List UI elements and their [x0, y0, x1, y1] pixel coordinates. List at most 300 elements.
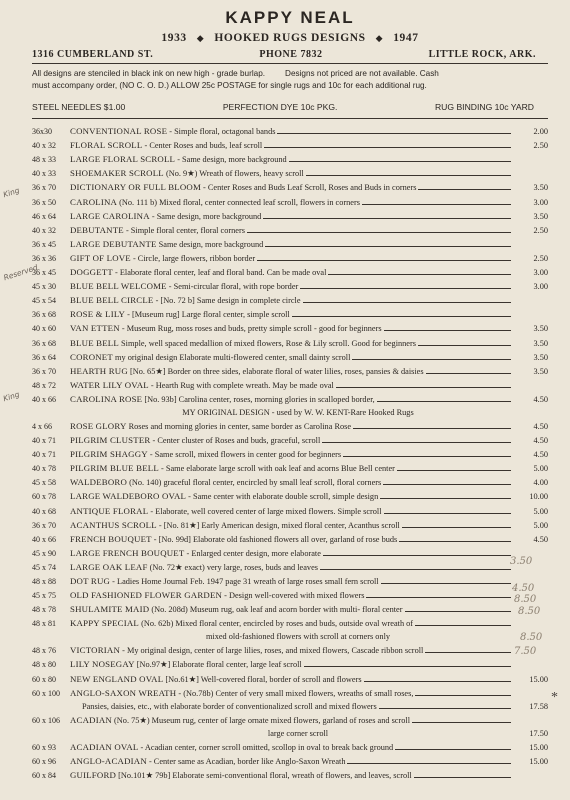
- design-description: [70, 140, 514, 150]
- rug-size: 36x30: [32, 127, 52, 137]
- design-name: SHULAMITE MAID: [70, 604, 150, 615]
- design-name: CONVENTIONAL ROSE: [70, 126, 168, 137]
- design-description: [70, 770, 514, 780]
- rug-size: 40 x 66: [32, 394, 56, 404]
- design-details: - Same elaborate large scroll with oak leaf and acorns Blue Bell center: [158, 464, 395, 474]
- phone-number: PHONE 7832: [259, 49, 323, 60]
- leader-line: [418, 345, 511, 346]
- rug-size: 40 x 71: [32, 450, 56, 460]
- design-price: 4.50: [533, 450, 548, 460]
- design-name: ACANTHUS SCROLL: [70, 519, 157, 530]
- design-name: DOGGETT: [70, 267, 113, 278]
- design-description: [70, 435, 514, 445]
- order-notice: [32, 68, 548, 91]
- design-name: CORONET: [70, 351, 113, 362]
- rug-size: 60 x 80: [32, 674, 56, 684]
- binding-price: RUG BINDING 10c YARD: [434, 102, 534, 112]
- list-item: [32, 530, 548, 544]
- list-item: [32, 516, 548, 530]
- leader-line: [328, 274, 511, 275]
- design-description: [70, 168, 514, 178]
- rug-size: 48 x 81: [32, 619, 56, 629]
- leader-line: [402, 527, 511, 528]
- design-description: [70, 309, 514, 319]
- design-description: [70, 477, 514, 487]
- design-name: GUILFORD: [70, 770, 117, 781]
- rug-size: 45 x 74: [32, 562, 56, 572]
- design-details: mixed old-fashioned flowers with scroll at corners only: [205, 632, 391, 642]
- design-details: - [Museum rug] Large floral center, simple scroll: [125, 310, 290, 320]
- margin-note: King: [2, 185, 21, 200]
- leader-line: [415, 695, 511, 696]
- leader-line: [384, 513, 511, 514]
- list-item: [32, 738, 548, 752]
- rug-size: 60 x 100: [32, 688, 60, 698]
- design-name: LARGE FLORAL SCROLL: [70, 154, 176, 165]
- design-name: ROSE GLORY: [70, 420, 127, 431]
- rug-size: 40 x 33: [32, 169, 56, 179]
- design-list: [32, 122, 548, 780]
- design-description: [70, 182, 514, 192]
- rug-size: 36 x 70: [32, 183, 56, 193]
- notice-line-2: must accompany order, (NO C. O. D.) ALLOW 25c POSTAGE for single rugs and 10c for each additional rug.: [32, 80, 427, 90]
- design-details: - Simple floral, octagonal bands: [167, 127, 276, 137]
- list-item: [32, 192, 548, 206]
- rug-size: 40 x 71: [32, 436, 56, 446]
- design-price: 3.50: [533, 211, 548, 221]
- design-details: [No. 93b] Carolina center, roses, morning glories in scalloped border,: [142, 394, 375, 404]
- design-name: ACADIAN OVAL: [70, 741, 139, 752]
- design-description: [70, 253, 514, 263]
- rug-size: 48 x 76: [32, 646, 56, 656]
- rug-size: 36 x 45: [32, 268, 56, 278]
- design-details: - Same design, more background: [149, 211, 262, 221]
- design-price: 10.00: [529, 492, 548, 502]
- design-details: - Museum Rug, moss roses and buds, pretty simple scroll - good for beginners: [119, 324, 382, 334]
- list-item: [32, 445, 548, 459]
- header-divider: [32, 63, 548, 64]
- list-item: [32, 235, 548, 249]
- design-name: LARGE WALDEBORO OVAL: [70, 491, 187, 502]
- design-price: 17.50: [529, 728, 548, 738]
- design-description: [70, 352, 514, 362]
- design-name: ACADIAN: [70, 714, 112, 725]
- design-price: 3.50: [533, 183, 548, 193]
- design-description: [70, 534, 514, 544]
- design-price: 17.58: [529, 701, 548, 711]
- handwritten-price: 8.50: [520, 632, 543, 643]
- list-item: [32, 473, 548, 487]
- design-price: 15.00: [529, 756, 548, 766]
- rug-size: 60 x 78: [32, 492, 56, 502]
- rug-size: 40 x 60: [32, 324, 56, 334]
- list-item: [32, 600, 548, 614]
- notice-line-1b: Designs not priced are not available. Cash: [285, 69, 439, 78]
- rug-size: 40 x 68: [32, 506, 56, 516]
- design-name: NEW ENGLAND OVAL: [70, 673, 164, 684]
- design-description: [70, 421, 514, 431]
- design-description: [70, 225, 514, 235]
- leader-line: [352, 359, 511, 360]
- design-details: - (No.78b) Center of very small mixed flowers, wreaths of small roses,: [176, 688, 414, 698]
- year-start: 1933: [161, 32, 187, 44]
- design-details: - [No. 99d] Elaborate old fashioned flowers all over, garland of rose buds: [151, 534, 398, 544]
- list-item: [32, 586, 548, 600]
- design-description: [70, 211, 514, 221]
- design-description: [70, 645, 514, 655]
- leader-line: [395, 749, 511, 750]
- design-description: [70, 408, 514, 417]
- design-details: - Same scroll, mixed flowers in center good for beginners: [147, 450, 342, 460]
- leader-line: [247, 232, 511, 233]
- leader-line: [303, 302, 511, 303]
- leader-line: [353, 428, 511, 429]
- design-description: [70, 548, 514, 558]
- design-details: - Ladies Home Journal Feb. 1947 page 31 wreath of large roses small fern scroll: [110, 577, 379, 586]
- leader-line: [397, 470, 511, 471]
- leader-line: [347, 763, 511, 764]
- header-tagline-row: [32, 30, 548, 46]
- design-price: 4.00: [533, 478, 548, 488]
- rug-size: 48 x 78: [32, 605, 56, 615]
- tagline: HOOKED RUGS DESIGNS: [214, 32, 366, 44]
- rug-size: 60 x 106: [32, 715, 60, 725]
- design-details: (No. 111 b) Mixed floral, center connected leaf scroll, flowers in corners: [117, 197, 360, 207]
- leader-line: [426, 373, 511, 374]
- design-name: VAN ETTEN: [70, 323, 120, 334]
- design-details: [No. 65★] Border on three sides, elaborate floral of water lilies, roses, pansies & daisies: [127, 366, 424, 376]
- leader-line: [377, 401, 511, 402]
- design-price: 4.50: [533, 436, 548, 446]
- design-details: (No. 208d) Museum rug, oak leaf and acorn border with multi- floral center: [149, 605, 403, 615]
- design-details: - Enlarged center design, more elaborate: [184, 548, 321, 558]
- asterisk-mark: *: [551, 690, 558, 705]
- design-price: 15.00: [529, 742, 548, 752]
- list-item: [32, 641, 548, 655]
- leader-line: [322, 442, 511, 443]
- rug-size: 60 x 93: [32, 742, 56, 752]
- list-item: [32, 655, 548, 669]
- design-name: FLORAL SCROLL: [70, 140, 143, 151]
- rug-size: 48 x 88: [32, 577, 56, 586]
- design-name: BLUE BELL: [70, 337, 119, 348]
- leader-line: [257, 260, 511, 261]
- design-price: 3.00: [533, 197, 548, 207]
- design-price: 2.00: [533, 127, 548, 137]
- design-description: [70, 197, 514, 207]
- design-details: (No. 140) graceful floral center, encircled by small leaf scroll, floral corners: [127, 478, 382, 488]
- handwritten-price: 7.50: [514, 646, 537, 657]
- design-description: [70, 756, 514, 766]
- design-details: - Semi-circular floral, with rope border: [166, 282, 299, 292]
- leader-line: [289, 161, 511, 162]
- design-description: [70, 562, 514, 572]
- list-item: [32, 333, 548, 347]
- list-item: [32, 263, 548, 277]
- design-description: [70, 463, 514, 473]
- list-item: [32, 249, 548, 263]
- rug-size: 36 x 64: [32, 352, 56, 362]
- list-item: [32, 614, 548, 628]
- design-name: LARGE FRENCH BOUQUET: [70, 547, 185, 558]
- leader-line: [384, 330, 511, 331]
- leader-line: [304, 666, 511, 667]
- list-item: [32, 417, 548, 431]
- design-name: DICTIONARY OR FULL BLOOM: [70, 182, 201, 193]
- design-name: ROSE & LILY: [70, 309, 126, 320]
- design-description: [70, 239, 514, 249]
- list-item: [32, 319, 548, 333]
- design-name: OLD FASHIONED FLOWER GARDEN: [70, 590, 223, 601]
- design-name: PILGRIM CLUSTER: [70, 435, 151, 446]
- list-item: [32, 305, 548, 319]
- leader-line: [323, 555, 511, 556]
- design-name: CAROLINA ROSE: [70, 393, 143, 404]
- design-name: VICTORIAN: [70, 645, 121, 656]
- design-details: (No. 62b) Mixed floral center, encircled by roses and buds, outside oval wreath of: [139, 619, 414, 629]
- design-name: WALDEBORO: [70, 477, 128, 488]
- design-description: [70, 491, 514, 501]
- list-item: [32, 136, 548, 150]
- design-details: - Center same as Acadian, border like Anglo-Saxon Wreath: [146, 756, 346, 766]
- design-name: BLUE BELL CIRCLE: [70, 295, 154, 306]
- list-item: [32, 207, 548, 221]
- design-description: [70, 674, 514, 684]
- rug-size: 36 x 70: [32, 366, 56, 376]
- rug-size: 40 x 78: [32, 464, 56, 474]
- leader-line: [300, 288, 511, 289]
- design-details: Simple, well spaced medallion of mixed flowers, Rose & Lily scroll. Good for beginners: [118, 338, 416, 348]
- design-price: 3.50: [533, 352, 548, 362]
- rug-size: 40 x 32: [32, 141, 56, 151]
- design-name: LARGE OAK LEAF: [70, 561, 148, 572]
- design-name: CAROLINA: [70, 196, 118, 207]
- design-name: ANGLO-ACADIAN: [70, 755, 147, 766]
- list-item: [32, 150, 548, 164]
- design-details: (No. 72★ exact) very large, roses, buds and leaves: [147, 562, 318, 572]
- list-item-continuation: [32, 698, 548, 711]
- list-item: [32, 122, 548, 136]
- list-item: [32, 221, 548, 235]
- design-name: KAPPY SPECIAL: [70, 618, 139, 629]
- list-item-continuation: [32, 725, 548, 738]
- design-name: ANGLO-SAXON WREATH: [70, 687, 177, 698]
- design-name: LARGE CAROLINA: [70, 210, 150, 221]
- design-details: - Hearth Rug with complete wreath. May be made oval: [148, 380, 334, 390]
- leader-line: [320, 569, 511, 570]
- list-item: [32, 390, 548, 404]
- leader-line: [306, 175, 511, 176]
- design-description: [70, 338, 514, 348]
- rug-size: 45 x 54: [32, 296, 56, 306]
- rug-size: 48 x 33: [32, 155, 56, 165]
- design-description: [70, 715, 514, 725]
- list-item-continuation: [32, 404, 548, 417]
- design-description: [70, 520, 514, 530]
- leader-line: [366, 597, 511, 598]
- rug-size: 45 x 90: [32, 548, 56, 558]
- rug-size: 36 x 68: [32, 310, 56, 320]
- year-end: 1947: [393, 32, 419, 44]
- list-item: [32, 544, 548, 558]
- design-description: [70, 506, 514, 516]
- design-details: - [No. 81★] Early American design, mixed floral center, Acanthus scroll: [156, 520, 400, 530]
- rug-size: 60 x 96: [32, 756, 56, 766]
- design-name: FRENCH BOUQUET: [70, 533, 152, 544]
- leader-line: [405, 611, 512, 612]
- rug-size: 40 x 66: [32, 534, 56, 544]
- design-name: GIFT OF LOVE: [70, 252, 131, 263]
- list-item: [32, 277, 548, 291]
- rug-size: 45 x 30: [32, 282, 56, 292]
- dye-price: PERFECTION DYE 10c PKG.: [222, 102, 338, 112]
- list-item: [32, 431, 548, 445]
- design-description: [70, 576, 514, 586]
- city-state: LITTLE ROCK, ARK.: [428, 49, 536, 60]
- handwritten-price: 8.50: [518, 606, 541, 617]
- design-price: 3.50: [533, 366, 548, 376]
- design-name: LILY NOSEGAY: [70, 659, 135, 670]
- design-details: (No. 75★) Museum rug, center of large ornate mixed flowers, garland of roses and scroll: [111, 715, 411, 725]
- design-details: large corner scroll: [267, 728, 329, 738]
- rug-size: 40 x 32: [32, 225, 56, 235]
- design-name: DOT RUG: [70, 576, 111, 586]
- business-name: KAPPY NEAL: [225, 8, 355, 27]
- address-row: [32, 48, 548, 61]
- leader-line: [380, 498, 511, 499]
- design-details: - Simple floral center, floral corners: [123, 225, 245, 235]
- margin-note: King: [2, 389, 21, 404]
- handwritten-price: 8.50: [514, 594, 537, 605]
- rug-size: 36 x 70: [32, 520, 56, 530]
- design-description: [70, 604, 514, 614]
- design-details: - Center Roses and buds, leaf scroll: [142, 141, 263, 151]
- design-details: my original design Elaborate multi-flowered center, small dainty scroll: [112, 352, 351, 362]
- rug-size: 36 x 36: [32, 253, 56, 263]
- design-details: - Elaborate floral center, leaf and floral band. Can be made oval: [112, 268, 327, 278]
- rug-size: 45 x 58: [32, 478, 56, 488]
- design-description: [70, 281, 514, 291]
- diamond-icon: ◆: [375, 33, 384, 43]
- leader-line: [277, 133, 511, 134]
- list-item: [32, 362, 548, 376]
- design-price: 4.50: [533, 421, 548, 431]
- notice-line-1: All designs are stenciled in black ink on new high - grade burlap.: [32, 69, 266, 78]
- diamond-icon: ◆: [196, 33, 205, 43]
- leader-line: [418, 189, 511, 190]
- list-item: [32, 291, 548, 305]
- design-name: ANTIQUE FLORAL: [70, 505, 149, 516]
- list-item: [32, 711, 548, 725]
- design-details: (No. 9★) Wreath of flowers, heavy scroll: [163, 169, 304, 179]
- design-description: [70, 659, 514, 669]
- design-details: [No.61★] Well-covered floral, border of scroll and flowers: [163, 674, 362, 684]
- design-description: [70, 154, 514, 164]
- list-item: [32, 487, 548, 501]
- leader-line: [381, 583, 511, 584]
- needles-price: STEEL NEEDLES $1.00: [32, 102, 126, 112]
- design-description: [70, 394, 514, 404]
- design-name: WATER LILY OVAL: [70, 379, 149, 390]
- design-details: [No.97★] Elaborate floral center, large leaf scroll: [134, 660, 302, 670]
- design-name: HEARTH RUG: [70, 365, 128, 376]
- design-price: 3.50: [533, 338, 548, 348]
- rug-size: 36 x 45: [32, 239, 56, 249]
- design-description: [70, 688, 514, 698]
- rug-size: 36 x 50: [32, 197, 56, 207]
- design-details: - Same design, more background: [175, 155, 287, 165]
- design-description: [70, 366, 514, 376]
- design-description: [70, 702, 514, 711]
- design-description: [70, 618, 514, 628]
- list-item: [32, 572, 548, 586]
- design-price: 3.00: [533, 268, 548, 278]
- handwritten-price: 3.50: [510, 556, 533, 567]
- list-item: [32, 348, 548, 362]
- list-item: [32, 752, 548, 766]
- design-details: [No.101★ 79b] Elaborate semi-conventional floral, wreath of flowers, and leaves, scroll: [116, 771, 412, 781]
- leader-line: [415, 625, 511, 626]
- handwritten-price: 4.50: [512, 583, 535, 594]
- design-description: [70, 380, 514, 390]
- design-price: 4.50: [533, 394, 548, 404]
- leader-line: [264, 147, 511, 148]
- leader-line: [343, 456, 511, 457]
- design-details: Roses and morning glories in center, same border as Carolina Rose: [126, 421, 352, 431]
- design-details: Same design, more background: [156, 239, 264, 249]
- list-item: [32, 164, 548, 178]
- rug-size: 46 x 64: [32, 211, 56, 221]
- design-price: 3.00: [533, 282, 548, 292]
- design-details: - Design well-covered with mixed flowers: [222, 591, 365, 601]
- design-description: [70, 742, 514, 752]
- design-description: [70, 126, 514, 136]
- design-details: - Acadian center, corner scroll omitted, scollop in oval to break back ground: [138, 742, 394, 752]
- design-price: 4.50: [533, 534, 548, 544]
- design-description: [70, 729, 514, 738]
- design-price: 2.50: [533, 141, 548, 151]
- list-item: [32, 178, 548, 192]
- margin-note: Reserved: [2, 262, 39, 283]
- leader-line: [379, 708, 511, 709]
- design-details: - Center cluster of Roses and buds, graceful, scroll: [150, 436, 321, 446]
- design-description: [70, 267, 514, 277]
- list-item: [32, 501, 548, 515]
- design-price: 3.50: [533, 324, 548, 334]
- supplies-divider: [32, 118, 548, 119]
- design-details: Pansies, daisies, etc., with elaborate border of conventionalized scroll and mixed flowers: [82, 701, 377, 711]
- design-price: 5.00: [533, 520, 548, 530]
- design-price: 2.50: [533, 225, 548, 235]
- list-item: [32, 459, 548, 473]
- supplies-row: [32, 101, 548, 113]
- design-details: - Same center with elaborate double scroll, simple design: [186, 492, 379, 502]
- list-item-continuation: [32, 628, 548, 641]
- design-name: PILGRIM SHAGGY: [70, 449, 148, 460]
- design-details: - Elaborate, well covered center of large mixed flowers. Simple scroll: [148, 506, 382, 516]
- design-details: - [No. 72 b] Same design in complete circle: [153, 296, 301, 306]
- design-description: [70, 632, 514, 641]
- list-item: [32, 558, 548, 572]
- rug-size: 4 x 66: [32, 421, 52, 431]
- leader-line: [414, 777, 511, 778]
- leader-line: [364, 681, 511, 682]
- leader-line: [399, 541, 511, 542]
- design-details: - Circle, large flowers, ribbon border: [130, 253, 256, 263]
- design-description: [70, 590, 514, 600]
- leader-line: [383, 484, 511, 485]
- design-description: [70, 323, 514, 333]
